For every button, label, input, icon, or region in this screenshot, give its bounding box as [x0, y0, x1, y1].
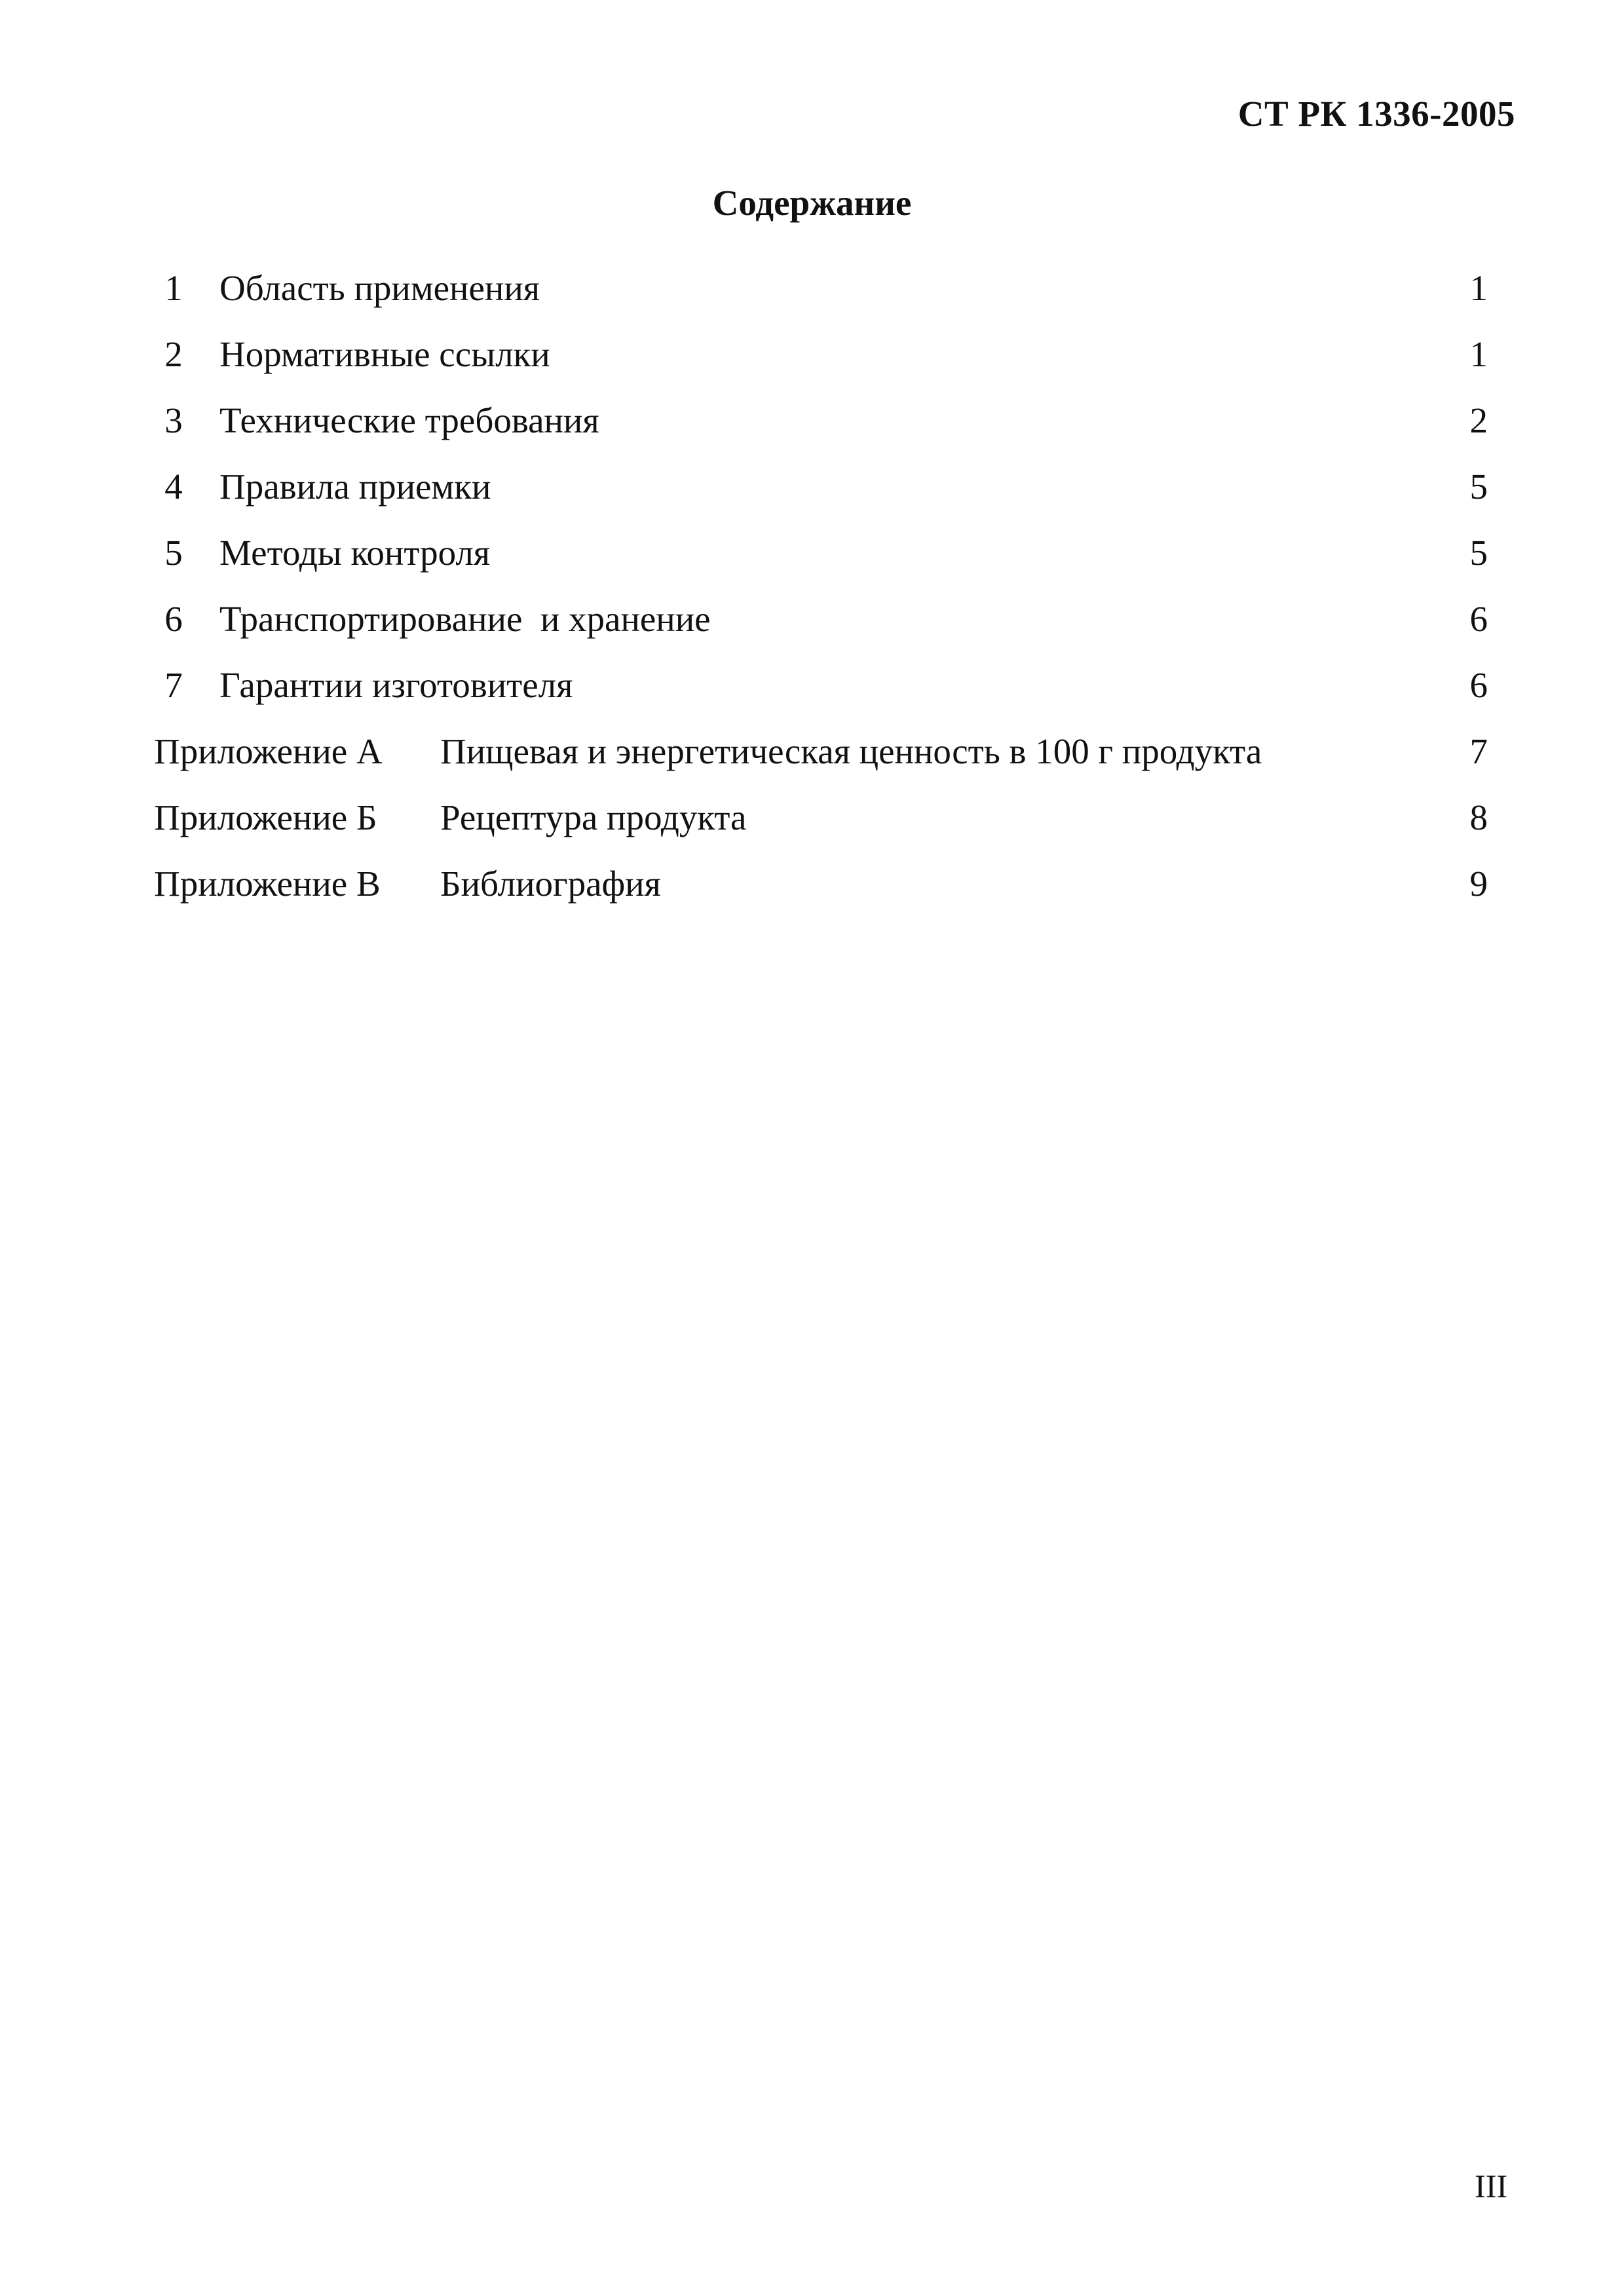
toc-title: Содержание: [712, 183, 912, 223]
toc-appendix-label: Приложение В: [154, 864, 381, 904]
toc-appendix-page: 9: [1469, 864, 1488, 904]
toc-appendix-title: Рецептура продукта: [440, 797, 747, 837]
toc-entry-number: 2: [164, 334, 183, 374]
toc-entry-5[interactable]: [0, 530, 1624, 596]
toc-entry-7[interactable]: [0, 662, 1624, 729]
toc-entry-page: 5: [1469, 467, 1488, 507]
toc-entry-2[interactable]: [0, 332, 1624, 398]
toc-appendix-page: 7: [1469, 731, 1488, 771]
toc-entry-title: Правила приемки: [219, 467, 491, 507]
toc-entry-title: Область применения: [219, 268, 540, 308]
toc-entry-number: 6: [164, 599, 183, 639]
toc-entry-1[interactable]: [0, 265, 1624, 332]
toc-entry-page: 6: [1469, 665, 1488, 705]
toc-appendix-label: Приложение А: [154, 731, 383, 771]
toc-entry-4[interactable]: [0, 464, 1624, 530]
toc-entry-number: 5: [164, 533, 183, 573]
toc-appendix-b[interactable]: [0, 795, 1624, 861]
toc-entry-page: 5: [1469, 533, 1488, 573]
toc-entry-title: Методы контроля: [219, 533, 491, 573]
toc-entry-6[interactable]: [0, 596, 1624, 662]
toc-entry-page: 1: [1469, 334, 1488, 374]
standard-code: СТ РК 1336-2005: [1237, 94, 1515, 134]
toc-list: [0, 265, 1624, 927]
toc-entry-number: 7: [164, 665, 183, 705]
toc-appendix-a[interactable]: [0, 729, 1624, 795]
toc-appendix-label: Приложение Б: [154, 797, 377, 837]
toc-appendix-title: Библиография: [440, 864, 661, 904]
toc-appendix-title: Пищевая и энергетическая ценность в 100 г продукта: [440, 731, 1262, 771]
toc-entry-title: Технические требования: [219, 400, 599, 440]
toc-appendix-v[interactable]: [0, 861, 1624, 927]
toc-entry-number: 4: [164, 467, 183, 507]
toc-entry-page: 6: [1469, 599, 1488, 639]
toc-entry-page: 2: [1469, 400, 1488, 440]
toc-entry-number: 3: [164, 400, 183, 440]
page-number: III: [1475, 2168, 1507, 2204]
toc-entry-number: 1: [164, 268, 183, 308]
toc-entry-title: Транспортирование и хранение: [219, 599, 711, 639]
toc-entry-title: Гарантии изготовителя: [219, 665, 573, 705]
toc-entry-page: 1: [1469, 268, 1488, 308]
toc-appendix-page: 8: [1469, 797, 1488, 837]
toc-entry-title: Нормативные ссылки: [219, 334, 550, 374]
toc-entry-3[interactable]: [0, 398, 1624, 464]
